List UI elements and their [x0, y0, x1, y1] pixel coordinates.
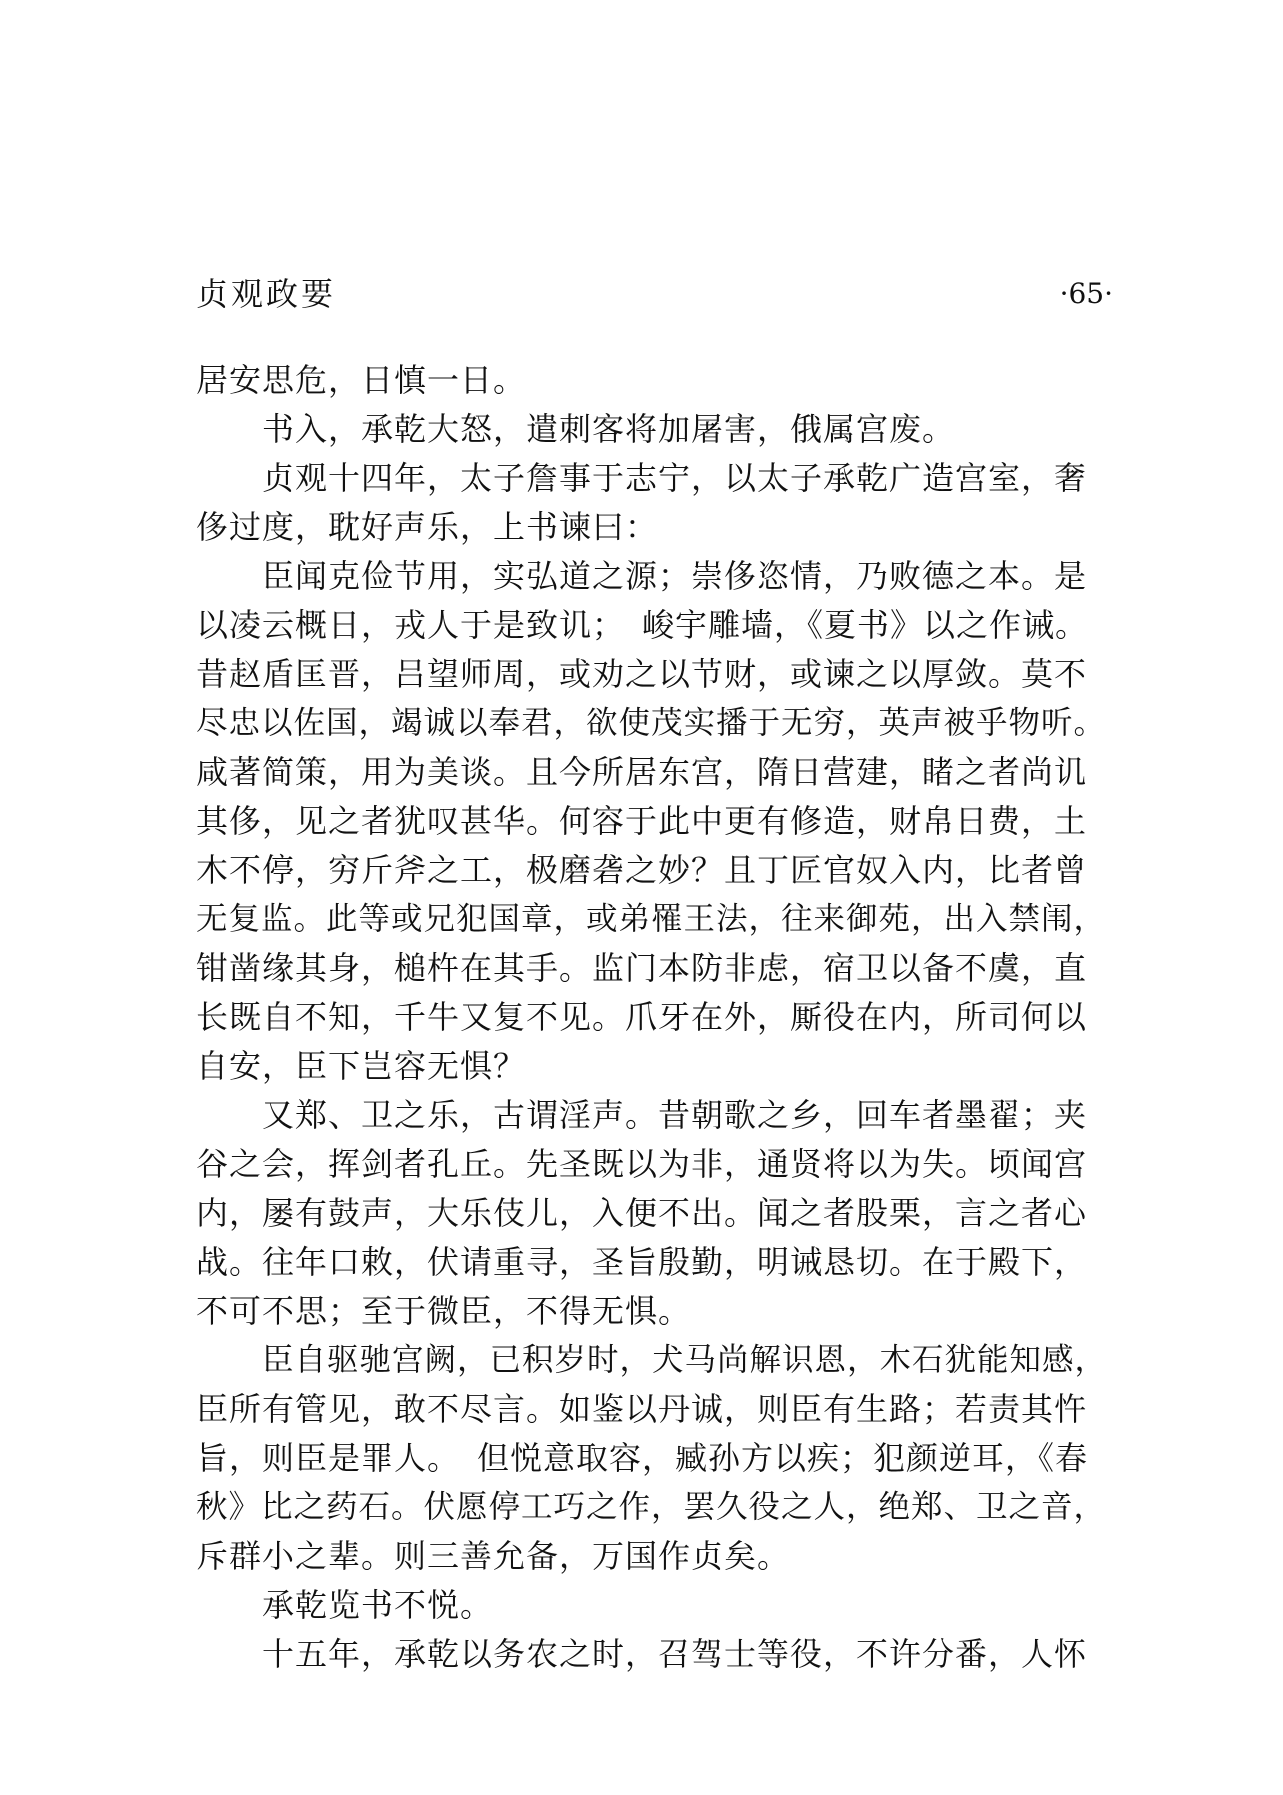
text-line: 不可不思；至于微臣，不得无惧。	[196, 1292, 692, 1330]
text-line: 书入，承乾大怒，遣刺客将加屠害，俄属宫废。	[262, 410, 956, 448]
text-line: 昔赵盾匡晋，吕望师周，或劝之以节财，或谏之以厚敛。莫不	[196, 655, 1088, 693]
book-title: 贞观政要	[196, 275, 337, 313]
text-line: 臣自驱驰宫阙，已积岁时，犬马尚解识恩，木石犹能知感，	[262, 1342, 1108, 1378]
text-line: 内，屡有鼓声，大乐伎儿，入便不出。闻之者股栗，言之者心	[196, 1194, 1088, 1232]
text-line: 又郑、卫之乐，古谓淫声。昔朝歌之乡，回车者墨翟；夹	[262, 1096, 1088, 1134]
text-line: 旨，则臣是罪人。 但悦意取容，臧孙方以疾；犯颜逆耳，《春	[196, 1439, 1089, 1477]
text-line: 秋》比之药石。伏愿停工巧之作，罢久役之人，绝郑、卫之音，	[196, 1489, 1107, 1525]
text-line: 谷之会，挥剑者孔丘。先圣既以为非，通贤将以为失。顷闻宫	[196, 1145, 1088, 1183]
text-line: 长既自不知，千牛又复不见。爪牙在外，厮役在内，所司何以	[196, 998, 1088, 1036]
text-line: 贞观十四年，太子詹事于志宁，以太子承乾广造宫室，奢	[262, 459, 1088, 497]
body-text	[196, 356, 1116, 1679]
text-line: 钳凿缘其身，槌杵在其手。监门本防非虑，宿卫以备不虞，直	[196, 949, 1088, 987]
text-line: 战。往年口敕，伏请重寻，圣旨殷勤，明诫恳切。在于殿下，	[196, 1243, 1088, 1281]
running-header	[196, 270, 1113, 318]
text-line: 咸著简策，用为美谈。且今所居东宫，隋日营建，睹之者尚讥	[196, 753, 1088, 791]
text-line: 斥群小之辈。则三善允备，万国作贞矣。	[196, 1537, 791, 1575]
text-line: 臣所有管见，敢不尽言。如鉴以丹诚，则臣有生路；若责其忤	[196, 1390, 1088, 1428]
text-line: 承乾览书不悦。	[262, 1586, 494, 1624]
text-line: 其侈，见之者犹叹甚华。何容于此中更有修造，财帛日费，土	[196, 802, 1088, 840]
text-line: 无复监。此等或兄犯国章，或弟罹王法，往来御苑，出入禁闱，	[196, 901, 1107, 937]
text-line: 居安思危，日慎一日。	[196, 361, 527, 399]
text-line: 侈过度，耽好声乐，上书谏曰：	[196, 508, 659, 546]
text-line: 尽忠以佐国，竭诚以奉君，欲使茂实播于无穷，英声被乎物听。	[196, 705, 1107, 741]
text-line: 木不停，穷斤斧之工，极磨砻之妙？且丁匠官奴入内，比者曾	[196, 851, 1088, 889]
text-line: 以凌云概日，戎人于是致讥； 峻宇雕墙，《夏书》以之作诫。	[196, 606, 1089, 644]
text-line: 自安，臣下岂容无惧？	[196, 1047, 527, 1085]
text-line: 臣闻克俭节用，实弘道之源；崇侈恣情，乃败德之本。是	[262, 557, 1088, 595]
text-line: 十五年，承乾以务农之时，召驾士等役，不许分番，人怀	[262, 1635, 1088, 1673]
page-number: ·65·	[1059, 277, 1113, 310]
